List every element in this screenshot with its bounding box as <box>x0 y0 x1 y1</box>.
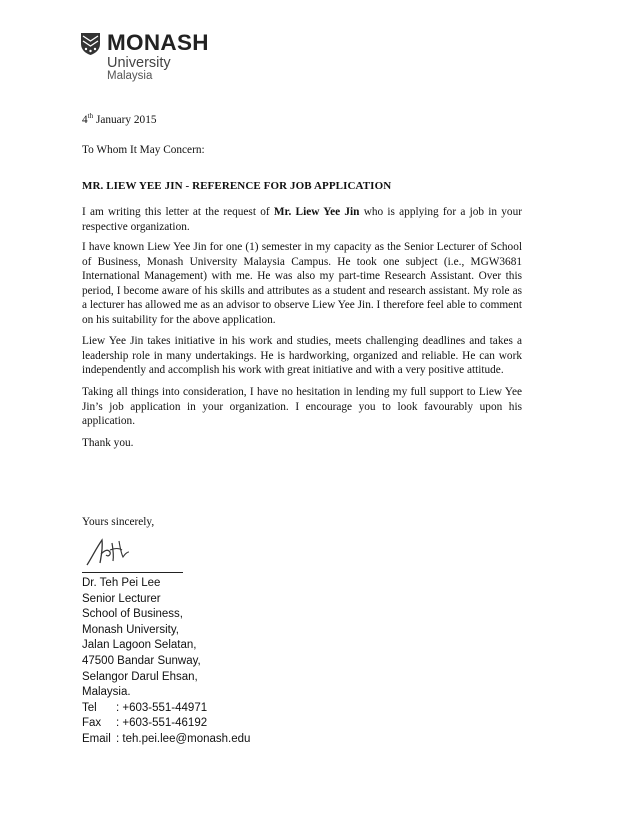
thanks-line: Thank you. <box>82 437 134 449</box>
tel-label: Tel <box>82 701 97 714</box>
closing-line: Yours sincerely, <box>82 516 155 528</box>
p1-text-start: I am writing this letter at the request of <box>82 206 274 218</box>
address-line: Monash University, <box>82 623 179 636</box>
address-line: Malaysia. <box>82 686 131 699</box>
monash-crest-icon <box>80 32 101 56</box>
paragraph-3: Liew Yee Jin takes initiative in his work and studies, meets challenging deadlines and takes a leadership role in many undertakings. He is hardworking, organized and reliable. He can work independently and accomplish his work with great initiative and with a very positive attitude. <box>82 335 522 377</box>
paragraph-2: I have known Liew Yee Jin for one (1) semester in my capacity as the Senior Lecturer of School of Business, Monash University Malaysia Campus. He took one subject (i.e., MGW3681 International Management) with me. He was also my part-time Research Assistant. Over this period, I become aware of his skills and attributes as a student and research assistant. My role as a lecturer has allowed me as an advisor to observe Liew Yee Jin. I therefore feel able to comment on his suitability for the above application. <box>82 241 522 326</box>
logo-university: University <box>107 55 171 71</box>
signature-line <box>82 572 183 573</box>
logo-campus: Malaysia <box>107 70 153 82</box>
signatory-title: Senior Lecturer <box>82 592 161 605</box>
email-line <box>82 732 250 748</box>
tel-value: : +603-551-44971 <box>116 701 208 714</box>
tel-line <box>82 701 250 717</box>
signatory-name: Dr. Teh Pei Lee <box>82 577 161 589</box>
date-suffix: th <box>87 112 94 121</box>
monash-logo <box>80 30 220 82</box>
p1-text-end: who is applying for a job in your respective organization. <box>82 206 522 233</box>
candidate-name: Mr. Liew Yee Jin <box>273 206 360 218</box>
address-line: School of Business, <box>82 608 184 621</box>
address-line: Jalan Lagoon Selatan, <box>82 639 197 652</box>
fax-label: Fax <box>82 717 102 730</box>
email-value: : teh.pei.lee@monash.edu <box>116 732 251 745</box>
paragraph-4: Taking all things into consideration, I have no hesitation in lending my full support to Liew Yee Jin’s job application in your organization. I encourage you to look favourably upon his application. <box>82 386 522 428</box>
letter-date <box>82 113 157 128</box>
address-line: 47500 Bandar Sunway, <box>82 654 201 667</box>
subject-line: MR. LIEW YEE JIN - REFERENCE FOR JOB APPLICATION <box>82 180 392 192</box>
email-label: Email <box>82 732 111 745</box>
logo-wordmark: MONASH <box>107 30 209 55</box>
fax-line <box>82 716 250 732</box>
address-line: Selangor Darul Ehsan, <box>82 670 198 683</box>
fax-value: : +603-551-46192 <box>116 717 208 730</box>
date-month-year: January 2015 <box>95 114 157 126</box>
date-day: 4 <box>82 114 88 126</box>
salutation: To Whom It May Concern: <box>82 144 205 156</box>
paragraph-1 <box>82 205 522 234</box>
signatory-block <box>82 576 250 748</box>
handwritten-signature-icon <box>84 535 130 569</box>
